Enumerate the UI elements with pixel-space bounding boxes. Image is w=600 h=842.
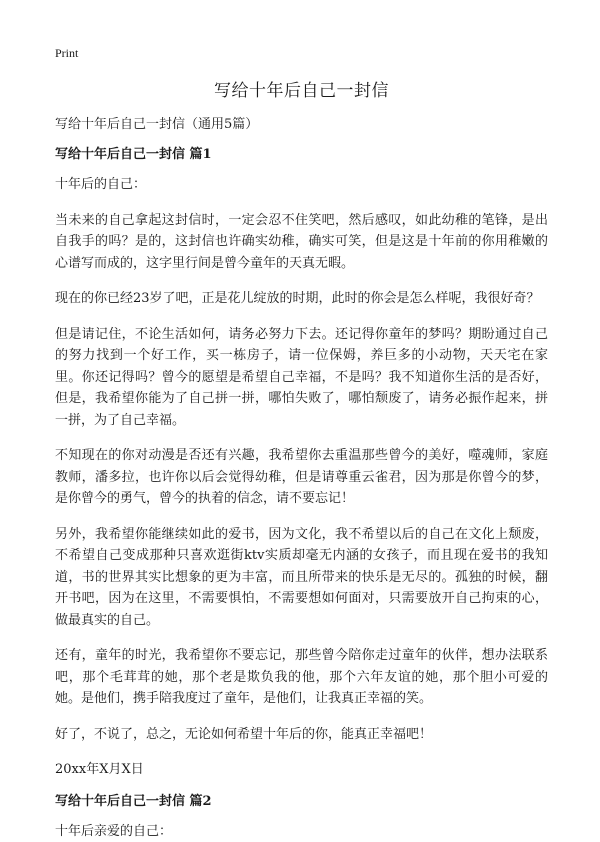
section-heading: 写给十年后自己一封信 篇2 (55, 793, 548, 811)
salutation: 十年后亲爱的自己： (55, 821, 548, 842)
document-title: 写给十年后自己一封信 (55, 80, 548, 102)
body-paragraph: 当未来的自己拿起这封信时，一定会忍不住笑吧，然后感叹，如此幼稚的笔锋，是出自我手的吗？是的，这封信也许确实幼稚，确实可笑，但是这是十年前的你用稚嫩的心谱写而成的，这字里行间是曾今童年的天真无暇。 (55, 210, 548, 275)
body-paragraph: 另外，我希望你能继续如此的爱书，因为文化，我不希望以后的自己在文化上颓废，不希望自己变成那种只喜欢逛街ktv实质却毫无内涵的女孩子，而且现在爱书的我知道，书的世界其实比想象的更为丰富，而且所带来的快乐是无尽的。孤独的时候，翻开书吧，因为在这里，不需要惧怕，不需要想如何面对，只需要放开自己拘束的心，做最真实的自己。 (55, 524, 548, 632)
body-paragraph: 不知现在的你对动漫是否还有兴趣，我希望你去重温那些曾今的美好，噬魂师，家庭教师，潘多拉，也许你以后会觉得幼稚，但是请尊重云雀君，因为那是你曾今的梦，是你曾今的勇气，曾今的执着的信念，请不要忘记！ (55, 445, 548, 510)
section-1 (55, 146, 548, 781)
body-paragraph: 现在的你已经23岁了吧，正是花儿绽放的时期，此时的你会是怎么样呢，我很好奇？ (55, 288, 548, 310)
body-paragraph: 还有，童年的时光，我希望你不要忘记，那些曾今陪你走过童年的伙伴，想办法联系吧，那个毛茸茸的她，那个老是欺负我的他，那个六年友谊的她，那个胆小可爱的她。是他们，携手陪我度过了童年，是他们，让我真正幸福的笑。 (55, 645, 548, 710)
salutation: 十年后的自己： (55, 174, 548, 196)
body-paragraph: 但是请记住，不论生活如何，请务必努力下去。还记得你童年的梦吗？期盼通过自己的努力找到一个好工作，买一栋房子，请一位保姆，养巨多的小动物，天天宅在家里。你还记得吗？曾今的愿望是希望自己幸福，不是吗？我不知道你生活的是否好，但是，我希望你能为了自己拼一拼，哪怕失败了，哪怕颓废了，请务必振作起来，拼一拼，为了自己幸福。 (55, 324, 548, 432)
print-label: Print (55, 46, 548, 68)
closing-paragraph: 好了，不说了，总之，无论如何希望十年后的你，能真正幸福吧！ (55, 724, 548, 746)
section-heading: 写给十年后自己一封信 篇1 (55, 146, 548, 164)
section-2 (55, 793, 548, 842)
letter-date: 20xx年X月X日 (55, 759, 548, 781)
document-subtitle: 写给十年后自己一封信（通用5篇） (55, 116, 548, 134)
